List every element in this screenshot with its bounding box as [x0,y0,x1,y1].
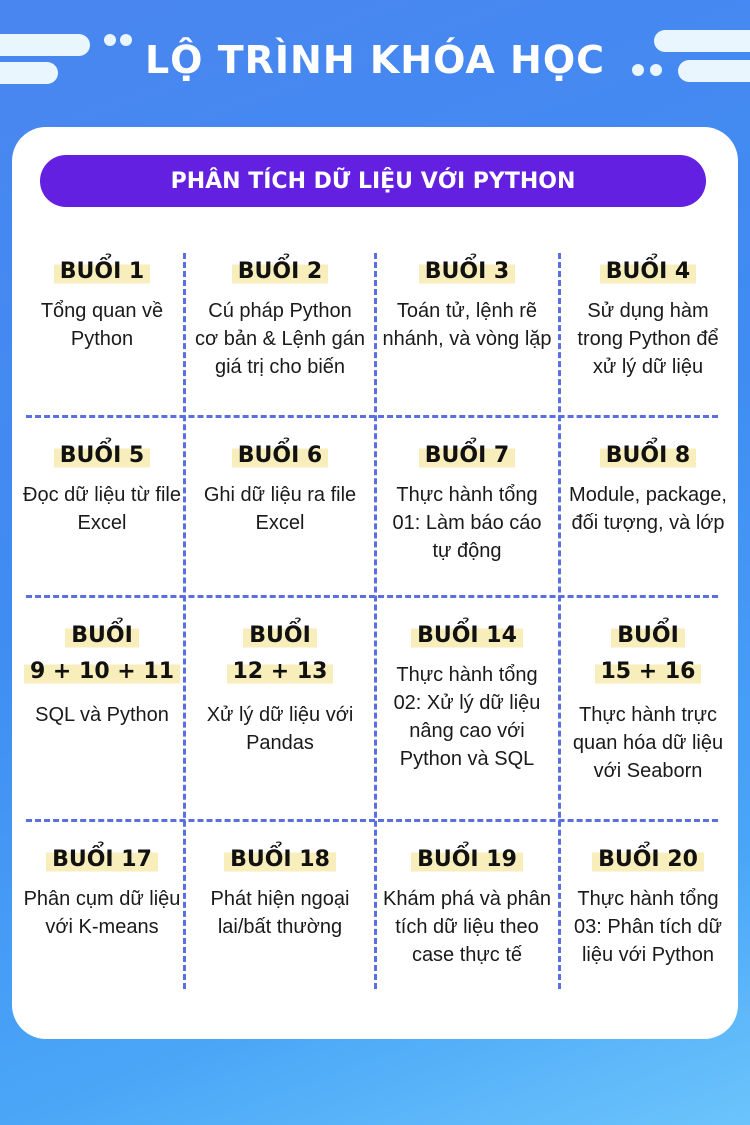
session-description: Khám phá và phân tích dữ liệu theo case thực tế [383,888,551,966]
session-cell [13,255,191,353]
column-divider [374,253,377,989]
session-description: SQL và Python [35,704,169,726]
session-label [13,843,191,879]
session-cell [191,843,369,941]
session-number: 9 + 10 + 11 [24,655,180,689]
session-number: BUỔI 17 [46,843,158,877]
session-cell [13,439,191,537]
session-number: 15 + 16 [595,655,702,689]
session-label [191,439,369,475]
session-label [378,843,556,879]
row-divider [26,819,718,822]
session-number: BUỔI 4 [600,255,697,289]
row-divider [26,595,718,598]
session-number: BUỔI [243,619,317,653]
course-subtitle-pill: PHÂN TÍCH DỮ LIỆU VỚI PYTHON [40,155,706,207]
session-cell [378,439,556,565]
session-number: BUỔI 5 [54,439,151,473]
session-description: Thực hành trực quan hóa dữ liệu với Seaborn [572,704,724,782]
session-number: BUỔI 3 [419,255,516,289]
session-cell [559,439,737,537]
session-cell [13,843,191,941]
session-number: 12 + 13 [227,655,334,689]
course-card [12,127,738,1039]
session-description: Module, package, đối tượng, và lớp [569,484,727,534]
session-description: Ghi dữ liệu ra file Excel [203,484,357,534]
session-label [559,255,737,291]
session-cell [559,843,737,969]
session-number: BUỔI [611,619,685,653]
session-number: BUỔI 20 [592,843,704,877]
session-description: Tổng quan về Python [40,300,164,350]
session-label [191,619,369,691]
session-description: Sử dụng hàm trong Python để xử lý dữ liệu [577,300,719,378]
session-description: Phát hiện ngoại lai/bất thường [210,888,350,938]
session-cell [378,843,556,969]
session-number: BUỔI 6 [232,439,329,473]
session-number: BUỔI 8 [600,439,697,473]
session-label [559,843,737,879]
session-number: BUỔI 1 [54,255,151,289]
session-cell [191,619,369,757]
session-number: BUỔI 18 [224,843,336,877]
session-description: Thực hành tổng 01: Làm báo cáo tự động [392,484,542,562]
session-description: Cú pháp Python cơ bản & Lệnh gán giá trị cho biến [195,300,365,378]
sessions-grid [12,127,738,1039]
session-number: BUỔI 7 [419,439,516,473]
session-cell [559,619,737,785]
session-number: BUỔI [65,619,139,653]
session-label [13,439,191,475]
session-description: Toán tử, lệnh rẽ nhánh, và vòng lặp [382,300,552,350]
session-label [13,255,191,291]
session-description: Phân cụm dữ liệu với K-means [23,888,181,938]
session-cell [378,619,556,773]
session-description: Đọc dữ liệu từ file Excel [23,484,181,534]
row-divider [26,415,718,418]
session-description: Thực hành tổng 02: Xử lý dữ liệu nâng cao với Python và SQL [393,664,541,770]
session-number: BUỔI 14 [411,619,523,653]
session-label [13,619,191,691]
session-label [559,439,737,475]
session-cell [378,255,556,353]
session-label [559,619,737,691]
session-label [378,255,556,291]
session-label [378,439,556,475]
session-description: Xử lý dữ liệu với Pandas [206,704,354,754]
session-number: BUỔI 2 [232,255,329,289]
session-cell [191,255,369,381]
session-number: BUỔI 19 [411,843,523,877]
session-cell [191,439,369,537]
session-cell [13,619,191,729]
session-label [191,843,369,879]
session-cell [559,255,737,381]
session-label [191,255,369,291]
page-title: LỘ TRÌNH KHÓA HỌC [144,38,606,82]
session-label [378,619,556,655]
session-description: Thực hành tổng 03: Phân tích dữ liệu với Python [574,888,722,966]
